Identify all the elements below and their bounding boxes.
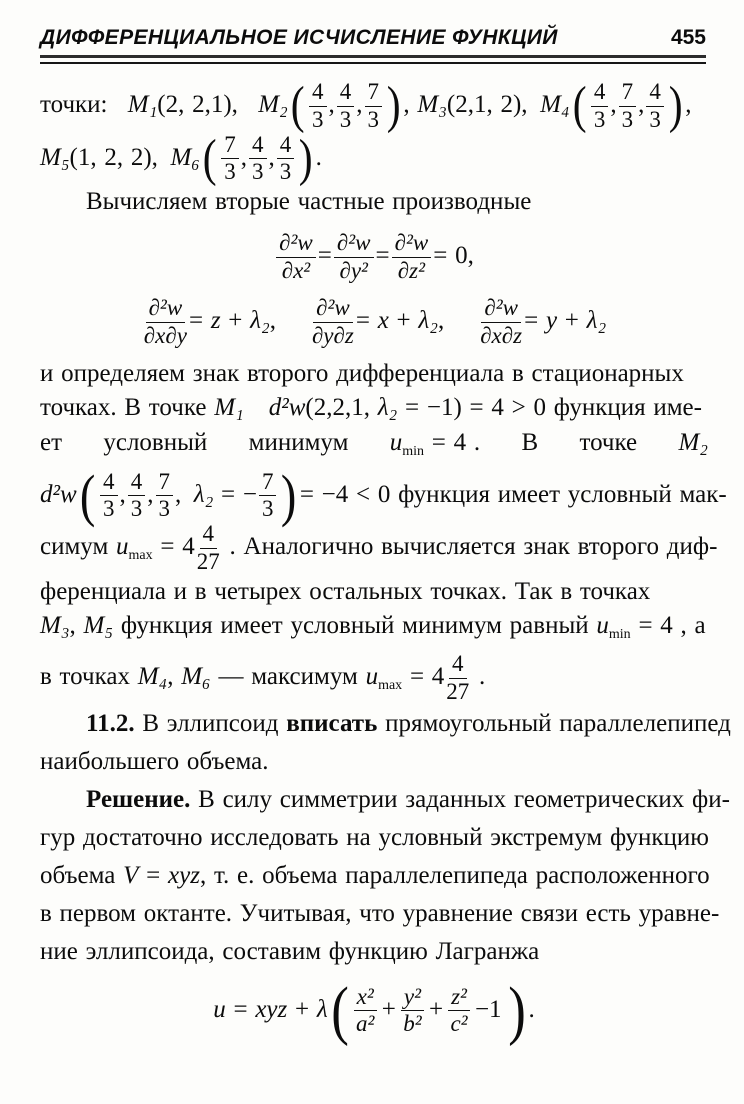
- fraction: [144, 296, 187, 349]
- page-content: [0, 64, 744, 1047]
- period: .: [528, 995, 535, 1023]
- comma: ,: [175, 480, 194, 508]
- u-symbol: u: [389, 428, 403, 456]
- u-symbol: u: [116, 533, 129, 561]
- value: = 4 .: [424, 428, 481, 456]
- text: в первом октанте. Учитывая, что уравнение связи есть уравне-: [40, 899, 720, 927]
- sign-analysis-line-7: [40, 609, 708, 652]
- point-m1: M₁: [214, 393, 244, 421]
- separator: ,: [403, 91, 418, 119]
- numerator: ∂²w: [392, 231, 432, 258]
- text: В эллипсоид: [134, 709, 287, 737]
- fraction: [448, 985, 470, 1038]
- comma: ,: [147, 480, 154, 508]
- denominator: c²: [450, 1011, 468, 1037]
- denominator: ∂x²: [281, 258, 311, 284]
- u-min-value: [390, 425, 480, 470]
- numerator: 7: [156, 470, 174, 497]
- word: точке: [579, 428, 638, 456]
- comma: ,: [269, 307, 276, 335]
- comma: ,: [610, 91, 617, 119]
- plus: +: [428, 995, 444, 1023]
- minus-one: −1: [474, 995, 502, 1023]
- derivatives-intro: [40, 185, 708, 219]
- fraction: [197, 522, 220, 575]
- denominator: 3: [621, 106, 634, 132]
- xyz: xyz: [168, 861, 200, 889]
- formula-lagrange: u = xyz + λ( $\frac{\text{x²}}{\text{a²}}$ + $\frac{\text{y²}}{\text{b²}}$ + $\frac{\text{z²}}{\text{c²}}$ −1) .: [213, 973, 535, 1047]
- fraction: [480, 296, 522, 349]
- point-m6: M₆: [170, 143, 200, 171]
- variable: y: [545, 307, 558, 335]
- denominator: ∂x∂y: [143, 322, 187, 348]
- sign-analysis-line-2: [40, 391, 708, 425]
- point-m6: M₆: [181, 663, 211, 690]
- formula-mixed-derivatives: [40, 296, 708, 349]
- lambda-2: λ₂: [418, 307, 438, 335]
- denominator: a²: [356, 1011, 375, 1037]
- numerator: ∂²w: [276, 231, 316, 258]
- lambda-2: λ₂: [377, 393, 398, 421]
- fraction: [100, 470, 118, 523]
- comma: ,: [638, 91, 645, 119]
- volume-symbol: V: [123, 861, 139, 889]
- page-header: [0, 0, 744, 50]
- sign-analysis-line-5: [40, 521, 718, 575]
- plus: +: [388, 307, 419, 335]
- comma: ,: [356, 91, 363, 119]
- text: объема: [40, 861, 124, 889]
- denominator: 3: [649, 106, 661, 132]
- fraction: [309, 80, 327, 133]
- fraction: [401, 985, 424, 1038]
- numerator: ∂²w: [146, 296, 186, 323]
- numerator: 4: [449, 652, 467, 679]
- denominator: 3: [130, 496, 143, 522]
- max-subscript: max: [128, 548, 153, 564]
- problem-number: 11.2.: [86, 709, 135, 737]
- point-m2: M₂: [678, 428, 708, 456]
- numerator: 4: [337, 80, 355, 107]
- point-m2: M₂: [258, 91, 288, 119]
- text: прямоугольный параллелепипед: [377, 709, 731, 737]
- numerator: 4: [309, 80, 327, 107]
- numerator: x²: [354, 985, 377, 1012]
- emphasis: вписать: [286, 709, 378, 737]
- denominator: 27: [446, 678, 470, 704]
- sign-analysis-line-4: d²w( $\frac{4}{3}$ , $\frac{4}{3}$ , $\frac{7}{3}$ , λ₂ = − $\frac{7}{3}$ ) = −4 < 0 функция имеет условный мак-: [40, 462, 727, 528]
- numerator: 7: [221, 133, 239, 160]
- comma: ,: [167, 663, 182, 690]
- min-subscript: min: [402, 443, 425, 459]
- header-rule: [40, 55, 706, 64]
- fraction: [221, 133, 239, 186]
- point-m3: M₃: [417, 91, 447, 119]
- text: ференциала и в четырех остальных точках. Так в точках: [40, 577, 651, 605]
- numerator: 4: [591, 80, 609, 107]
- fraction: [392, 231, 432, 284]
- comma: ,: [240, 143, 248, 171]
- solution-line-1: [40, 781, 730, 819]
- equals-minus: = −: [213, 480, 257, 508]
- equals: =: [375, 242, 390, 270]
- word: ет: [40, 428, 63, 456]
- sign-analysis-line-6: [40, 575, 708, 609]
- plus: +: [287, 995, 317, 1023]
- fraction: [156, 470, 174, 523]
- result: = −1) = 4 > 0 функция име-: [397, 393, 702, 421]
- u-symbol: u: [365, 663, 379, 690]
- point-m3-coords: (2,1, 2),: [446, 91, 541, 119]
- equals: =: [317, 242, 332, 270]
- text: наибольшего объема.: [40, 747, 269, 775]
- denominator: 3: [261, 496, 274, 522]
- fraction: [646, 80, 664, 133]
- denominator: b²: [403, 1011, 422, 1037]
- numerator: 4: [200, 522, 218, 549]
- numerator: ∂²w: [334, 231, 374, 258]
- solution-line-5: [40, 933, 708, 971]
- denominator: 3: [367, 106, 380, 132]
- variable: x: [377, 307, 389, 335]
- denominator: 3: [224, 159, 236, 185]
- text: функция имеет условный минимум равный: [113, 611, 597, 639]
- value: = 4 , а: [630, 611, 706, 639]
- fraction: [446, 652, 469, 705]
- text: гур достаточно исследовать на условный экстремум функцию: [40, 823, 709, 851]
- value: = 4: [152, 533, 195, 561]
- comma: ,: [328, 91, 335, 119]
- comma: ,: [119, 480, 126, 508]
- point-m1-coords: (2, 2,1),: [157, 91, 259, 119]
- lambda: λ: [316, 995, 328, 1023]
- solution-line-4: [40, 895, 720, 933]
- fraction: [277, 133, 295, 186]
- denominator: ∂z²: [397, 258, 426, 284]
- denominator: 3: [279, 159, 292, 185]
- equals: =: [524, 307, 546, 335]
- word: условный: [103, 428, 208, 456]
- fraction: [259, 470, 277, 523]
- max-subscript: max: [378, 678, 403, 693]
- denominator: 27: [196, 549, 220, 575]
- d2w: d²w: [268, 393, 306, 421]
- problem-11-2-line-2: [40, 743, 708, 781]
- formula-second-derivatives: [40, 231, 708, 284]
- equals-zero: = 0,: [433, 242, 474, 270]
- denominator: 3: [312, 106, 324, 132]
- points-line-1: точки: M₁(2, 2,1), M₂( $\frac{4}{3}$ , $\frac{4}{3}$ , $\frac{7}{3}$ ) , M₃(2,1, 2), M₄( $\frac{4}{3}$ , $\frac{7}{3}$ , $\frac{4}{3}$ ) ,: [40, 77, 692, 135]
- text: в точках: [40, 663, 138, 690]
- numerator: 4: [249, 133, 267, 160]
- denominator: 3: [252, 159, 264, 185]
- points-lead: точки:: [40, 91, 128, 119]
- text: — максимум: [210, 663, 366, 690]
- points-line-2: M₅(1, 2, 2), M₆( $\frac{7}{3}$ , $\frac{4}{3}$ , $\frac{4}{3}$ ) .: [40, 129, 322, 187]
- value: = 4: [402, 663, 445, 690]
- denominator: 3: [339, 106, 352, 132]
- text: В силу симметрии заданных геометрических фи-: [190, 785, 730, 813]
- numerator: 4: [277, 133, 295, 160]
- point-m4: M₄: [540, 91, 570, 119]
- equals: =: [188, 307, 211, 335]
- equals: =: [225, 995, 256, 1023]
- denominator: ∂y∂z: [311, 322, 354, 348]
- separator: ,: [685, 91, 692, 119]
- sign-analysis-line-3: [40, 425, 708, 470]
- text: , т. е. объема параллелепипеда расположенного: [199, 861, 710, 889]
- fraction: [591, 80, 609, 133]
- numerator: 7: [619, 80, 637, 107]
- denominator: ∂y²: [339, 258, 368, 284]
- plus: +: [220, 307, 251, 335]
- u-symbol: u: [596, 611, 609, 639]
- fraction: [354, 985, 377, 1038]
- solution-line-3: [40, 857, 708, 895]
- xyz: xyz: [255, 995, 288, 1023]
- text: симум: [40, 533, 117, 561]
- sign-analysis-line-1: [40, 357, 708, 391]
- text: ние эллипсоида, составим функцию Лагранжа: [40, 937, 540, 965]
- gap: [244, 394, 269, 421]
- fraction: [334, 231, 374, 284]
- result: = −4 < 0 функция имеет условный мак-: [299, 480, 727, 508]
- text: и определяем знак второго дифференциала в стационарных: [40, 359, 684, 387]
- point-m5-coords: (1, 2, 2),: [69, 143, 171, 171]
- point-m1: M₁: [127, 91, 158, 119]
- numerator: y²: [401, 985, 424, 1012]
- numerator: 4: [128, 470, 146, 497]
- point-m3: M₃: [40, 611, 70, 639]
- word: В: [521, 428, 539, 456]
- point-m4: M₄: [137, 663, 168, 690]
- fraction: [276, 231, 316, 284]
- numerator: 7: [365, 80, 383, 107]
- numerator: z²: [448, 985, 470, 1012]
- variable: z: [210, 307, 221, 335]
- comma: ,: [437, 307, 445, 335]
- point-m5: M₅: [83, 611, 114, 639]
- numerator: 4: [100, 470, 118, 497]
- fraction: [249, 133, 267, 186]
- lambda-2: λ₂: [193, 480, 214, 508]
- args: (2,2,1,: [305, 393, 378, 421]
- equals: =: [138, 861, 169, 889]
- u-symbol: u: [213, 995, 226, 1023]
- page-number: 455: [670, 26, 706, 49]
- lambda-2: λ₂: [586, 307, 607, 335]
- numerator: ∂²w: [313, 296, 353, 323]
- comma: ,: [268, 143, 275, 171]
- text: точках. В точке: [40, 393, 215, 421]
- numerator: ∂²w: [481, 296, 521, 323]
- sign-analysis-line-8: [40, 652, 708, 705]
- running-title: ДИФФЕРЕНЦИАЛЬНОЕ ИСЧИСЛЕНИЕ ФУНКЦИЙ: [40, 26, 558, 49]
- denominator: 3: [593, 106, 606, 132]
- problem-11-2-line-1: [40, 705, 731, 743]
- text: . Аналогично вычисляется знак второго диф-: [221, 533, 718, 561]
- point-m5: M₅: [40, 143, 70, 171]
- fraction: [337, 80, 355, 133]
- plus: +: [557, 307, 587, 335]
- fraction: [128, 470, 146, 523]
- comma: ,: [69, 611, 84, 639]
- denominator: 3: [103, 496, 115, 522]
- fraction: [619, 80, 637, 133]
- period: .: [471, 663, 486, 690]
- lambda-2: λ₂: [250, 307, 270, 335]
- plus: +: [381, 995, 396, 1023]
- min-subscript: min: [608, 626, 631, 642]
- solution-label: Решение.: [86, 785, 191, 813]
- numerator: 4: [646, 80, 664, 107]
- period: .: [315, 143, 322, 171]
- derivatives-intro-text: Вычисляем вторые частные производные: [86, 188, 532, 216]
- solution-line-2: [40, 819, 708, 857]
- fraction: [312, 296, 354, 349]
- denominator: ∂x∂z: [480, 322, 523, 348]
- word: минимум: [248, 428, 349, 456]
- fraction: [365, 80, 383, 133]
- equals: =: [355, 307, 378, 335]
- denominator: 3: [158, 496, 170, 522]
- d2w: d²w: [40, 480, 77, 508]
- numerator: 7: [259, 470, 277, 497]
